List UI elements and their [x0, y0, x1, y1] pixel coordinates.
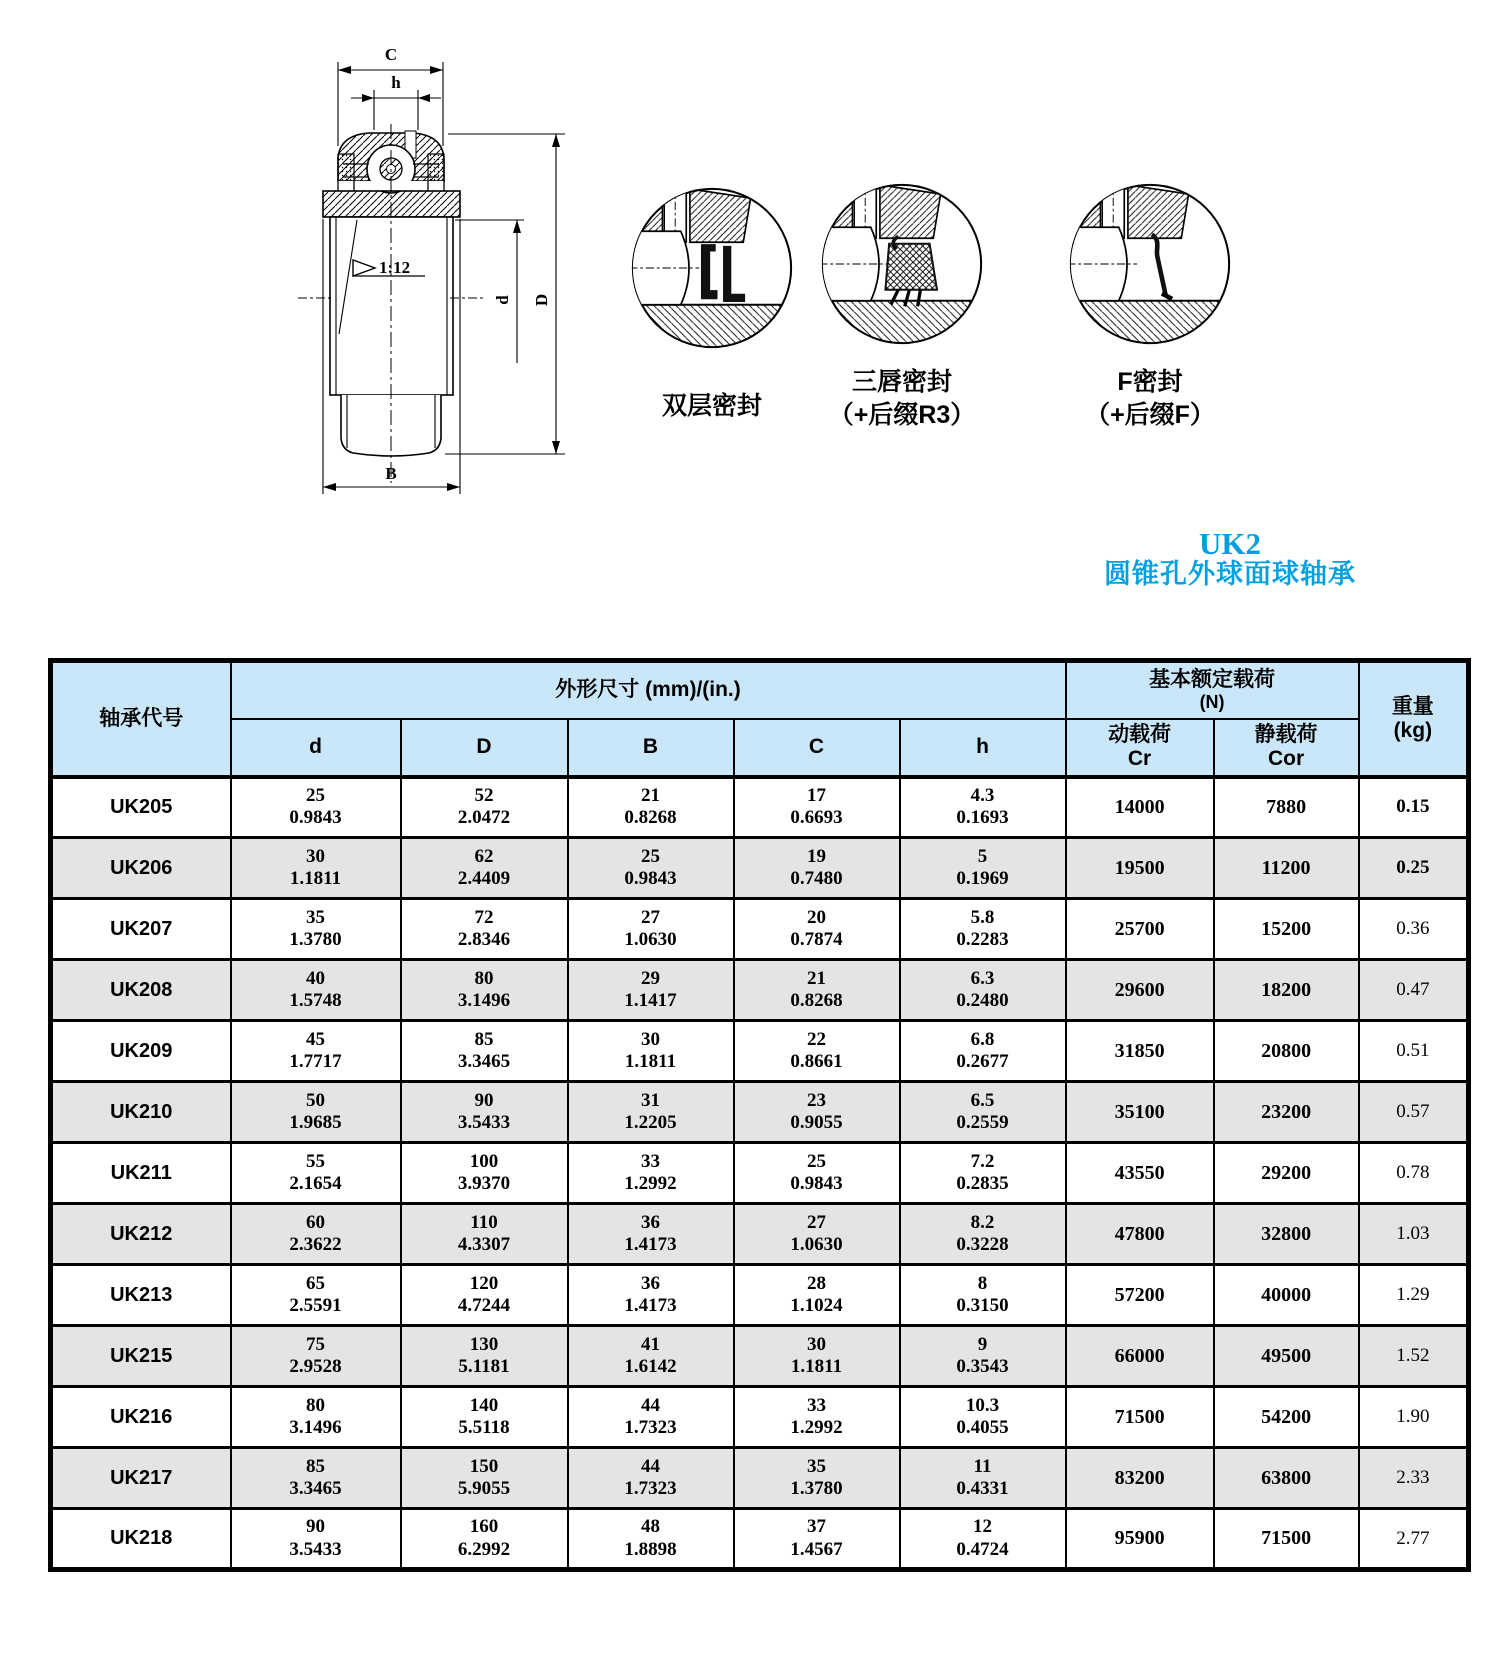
header-load-title: 基本额定载荷	[1149, 667, 1276, 691]
outer-ring-block	[1128, 185, 1189, 238]
header-dynamic-load	[1066, 719, 1214, 777]
cell-dim-d: 80 3.1496	[231, 1387, 401, 1448]
cell-dim-D: 85 3.3465	[401, 1021, 568, 1082]
header-static-load-symbol: Cor	[1267, 747, 1305, 770]
cell-dim-C: 23 0.9055	[734, 1082, 900, 1143]
cell-dim-B: 48 1.8898	[568, 1509, 734, 1570]
cell-bearing-code: UK211	[51, 1143, 231, 1204]
cell-dynamic-load-cr: 14000	[1066, 777, 1214, 838]
cell-dim-D: 62 2.4409	[401, 838, 568, 899]
cell-dim-h: 8 0.3150	[900, 1265, 1066, 1326]
header-weight	[1359, 661, 1469, 777]
cell-dim-h: 5.8 0.2283	[900, 899, 1066, 960]
dimension-h	[351, 73, 441, 130]
cell-dim-B: 33 1.2992	[568, 1143, 734, 1204]
cell-dim-C: 17 0.6693	[734, 777, 900, 838]
cell-bearing-code: UK210	[51, 1082, 231, 1143]
cell-dim-B: 44 1.7323	[568, 1387, 734, 1448]
cell-dim-C: 19 0.7480	[734, 838, 900, 899]
cell-dynamic-load-cr: 31850	[1066, 1021, 1214, 1082]
cell-dim-d: 85 3.3465	[231, 1448, 401, 1509]
cell-dim-C: 25 0.9843	[734, 1143, 900, 1204]
header-dynamic-load-title: 动载荷	[1108, 722, 1172, 746]
dim-label-d: d	[493, 295, 512, 305]
series-code: UK2	[1199, 526, 1261, 561]
cell-dynamic-load-cr: 66000	[1066, 1326, 1214, 1387]
cell-dynamic-load-cr: 57200	[1066, 1265, 1214, 1326]
cell-dim-h: 11 0.4331	[900, 1448, 1066, 1509]
cell-dim-h: 6.8 0.2677	[900, 1021, 1066, 1082]
caption-line: 三唇密封	[851, 368, 952, 396]
cell-weight: 0.15	[1359, 777, 1469, 838]
header-dim-d: d	[231, 719, 401, 777]
cell-dynamic-load-cr: 25700	[1066, 899, 1214, 960]
cell-dim-D: 120 4.7244	[401, 1265, 568, 1326]
table-row	[51, 1509, 1469, 1570]
cell-weight: 1.03	[1359, 1204, 1469, 1265]
cell-dim-B: 21 0.8268	[568, 777, 734, 838]
cell-dim-d: 75 2.9528	[231, 1326, 401, 1387]
cell-dim-C: 35 1.3780	[734, 1448, 900, 1509]
dim-label-C: C	[384, 45, 398, 64]
cell-dim-D: 52 2.0472	[401, 777, 568, 838]
header-weight-unit: (kg)	[1393, 718, 1433, 742]
cell-dim-D: 110 4.3307	[401, 1204, 568, 1265]
cell-bearing-code: UK215	[51, 1326, 231, 1387]
cell-dim-C: 27 1.0630	[734, 1204, 900, 1265]
cell-dynamic-load-cr: 95900	[1066, 1509, 1214, 1570]
taper-label: 1:12	[379, 258, 411, 277]
series-title	[1040, 528, 1420, 590]
cell-weight: 0.25	[1359, 838, 1469, 899]
cell-dynamic-load-cr: 71500	[1066, 1387, 1214, 1448]
caption-line: 双层密封	[661, 392, 762, 420]
cell-dim-C: 28 1.1024	[734, 1265, 900, 1326]
cell-bearing-code: UK216	[51, 1387, 231, 1448]
cell-dim-C: 33 1.2992	[734, 1387, 900, 1448]
cell-static-load-cor: 54200	[1214, 1387, 1359, 1448]
cell-static-load-cor: 20800	[1214, 1021, 1359, 1082]
dim-label-B: B	[385, 464, 397, 483]
caption-line: （+后缀F）	[1085, 400, 1215, 429]
table-row	[51, 777, 1469, 838]
cell-static-load-cor: 11200	[1214, 838, 1359, 899]
cell-dim-h: 4.3 0.1693	[900, 777, 1066, 838]
table-row	[51, 1143, 1469, 1204]
cell-bearing-code: UK207	[51, 899, 231, 960]
cell-dim-h: 8.2 0.3228	[900, 1204, 1066, 1265]
cell-dynamic-load-cr: 29600	[1066, 960, 1214, 1021]
cell-dim-d: 35 1.3780	[231, 899, 401, 960]
cell-weight: 2.33	[1359, 1448, 1469, 1509]
cell-dim-D: 90 3.5433	[401, 1082, 568, 1143]
header-static-load	[1214, 719, 1359, 777]
cell-dim-B: 31 1.2205	[568, 1082, 734, 1143]
cell-dim-d: 65 2.5591	[231, 1265, 401, 1326]
cell-dim-B: 44 1.7323	[568, 1448, 734, 1509]
cell-dim-B: 30 1.1811	[568, 1021, 734, 1082]
cell-static-load-cor: 32800	[1214, 1204, 1359, 1265]
table-row	[51, 1021, 1469, 1082]
cell-dynamic-load-cr: 47800	[1066, 1204, 1214, 1265]
cell-weight: 0.36	[1359, 899, 1469, 960]
cell-weight: 0.57	[1359, 1082, 1469, 1143]
cell-dim-B: 29 1.1417	[568, 960, 734, 1021]
seal-detail-drawing-f-seal	[1058, 172, 1242, 356]
cell-static-load-cor: 49500	[1214, 1326, 1359, 1387]
cell-dynamic-load-cr: 43550	[1066, 1143, 1214, 1204]
cell-static-load-cor: 40000	[1214, 1265, 1359, 1326]
series-name: 圆锥孔外球面球轴承	[1104, 559, 1356, 589]
cell-dim-h: 12 0.4724	[900, 1509, 1066, 1570]
header-static-load-title: 静载荷	[1254, 722, 1318, 746]
seal-rubber-block	[885, 244, 937, 290]
cell-dim-B: 27 1.0630	[568, 899, 734, 960]
bearing-spec-table	[48, 658, 1471, 1572]
dim-label-h: h	[391, 73, 401, 92]
seal-detail-drawing-double	[620, 176, 804, 360]
cell-dim-h: 6.5 0.2559	[900, 1082, 1066, 1143]
cell-dim-h: 5 0.1969	[900, 838, 1066, 899]
cell-bearing-code: UK213	[51, 1265, 231, 1326]
table-row	[51, 960, 1469, 1021]
cell-dim-h: 7.2 0.2835	[900, 1143, 1066, 1204]
table-row	[51, 1082, 1469, 1143]
table-row	[51, 899, 1469, 960]
header-dim-B: B	[568, 719, 734, 777]
table-row	[51, 1448, 1469, 1509]
cell-static-load-cor: 7880	[1214, 777, 1359, 838]
table-row	[51, 1204, 1469, 1265]
bearing-cross-section-drawing	[293, 38, 583, 503]
cell-static-load-cor: 29200	[1214, 1143, 1359, 1204]
header-load-group	[1066, 661, 1359, 719]
caption-line: F密封	[1117, 368, 1183, 396]
cell-static-load-cor: 18200	[1214, 960, 1359, 1021]
cell-weight: 1.29	[1359, 1265, 1469, 1326]
cell-dim-d: 50 1.9685	[231, 1082, 401, 1143]
cell-dim-C: 21 0.8268	[734, 960, 900, 1021]
cell-dim-C: 30 1.1811	[734, 1326, 900, 1387]
dimension-D	[445, 134, 565, 454]
cell-dim-D: 80 3.1496	[401, 960, 568, 1021]
header-dim-D: D	[401, 719, 568, 777]
cell-dim-d: 45 1.7717	[231, 1021, 401, 1082]
cell-static-load-cor: 71500	[1214, 1509, 1359, 1570]
cell-dim-C: 37 1.4567	[734, 1509, 900, 1570]
header-dimensions-group: 外形尺寸 (mm)/(in.)	[231, 661, 1066, 719]
cell-bearing-code: UK218	[51, 1509, 231, 1570]
cell-bearing-code: UK206	[51, 838, 231, 899]
table-row	[51, 1387, 1469, 1448]
cell-bearing-code: UK205	[51, 777, 231, 838]
cell-dim-h: 9 0.3543	[900, 1326, 1066, 1387]
outer-ring-block	[880, 185, 941, 238]
cell-weight: 0.47	[1359, 960, 1469, 1021]
header-dim-C: C	[734, 719, 900, 777]
cell-static-load-cor: 23200	[1214, 1082, 1359, 1143]
cell-dynamic-load-cr: 35100	[1066, 1082, 1214, 1143]
cell-static-load-cor: 63800	[1214, 1448, 1359, 1509]
cell-weight: 1.52	[1359, 1326, 1469, 1387]
table-row	[51, 1265, 1469, 1326]
seal-caption-triple-lip	[782, 366, 1022, 431]
cell-dim-B: 41 1.6142	[568, 1326, 734, 1387]
cell-weight: 2.77	[1359, 1509, 1469, 1570]
seal-caption-f-seal	[1030, 366, 1270, 431]
cell-bearing-code: UK209	[51, 1021, 231, 1082]
cell-dim-D: 100 3.9370	[401, 1143, 568, 1204]
cell-weight: 1.90	[1359, 1387, 1469, 1448]
cell-dim-B: 36 1.4173	[568, 1204, 734, 1265]
cell-static-load-cor: 15200	[1214, 899, 1359, 960]
cell-dynamic-load-cr: 19500	[1066, 838, 1214, 899]
outer-ring-block	[690, 189, 751, 242]
cell-weight: 0.51	[1359, 1021, 1469, 1082]
dim-label-D: D	[532, 293, 551, 307]
cell-dynamic-load-cr: 83200	[1066, 1448, 1214, 1509]
cell-bearing-code: UK208	[51, 960, 231, 1021]
table-row	[51, 838, 1469, 899]
cell-dim-D: 140 5.5118	[401, 1387, 568, 1448]
cell-weight: 0.78	[1359, 1143, 1469, 1204]
cell-dim-d: 30 1.1811	[231, 838, 401, 899]
seal-detail-drawing-triple-lip	[810, 172, 994, 356]
cell-dim-B: 36 1.4173	[568, 1265, 734, 1326]
header-weight-title: 重量	[1391, 694, 1434, 718]
header-bearing-code: 轴承代号	[51, 661, 231, 777]
header-dim-h: h	[900, 719, 1066, 777]
cell-dim-h: 10.3 0.4055	[900, 1387, 1066, 1448]
header-dynamic-load-symbol: Cr	[1127, 747, 1152, 770]
cell-bearing-code: UK212	[51, 1204, 231, 1265]
cell-dim-d: 25 0.9843	[231, 777, 401, 838]
header-load-unit: (N)	[1199, 691, 1225, 712]
cell-bearing-code: UK217	[51, 1448, 231, 1509]
cell-dim-C: 20 0.7874	[734, 899, 900, 960]
cell-dim-D: 72 2.8346	[401, 899, 568, 960]
cell-dim-D: 160 6.2992	[401, 1509, 568, 1570]
dimension-d	[455, 220, 524, 363]
cell-dim-h: 6.3 0.2480	[900, 960, 1066, 1021]
cell-dim-D: 130 5.1181	[401, 1326, 568, 1387]
cell-dim-d: 60 2.3622	[231, 1204, 401, 1265]
table-body	[51, 777, 1469, 1570]
cell-dim-d: 40 1.5748	[231, 960, 401, 1021]
table-row	[51, 1326, 1469, 1387]
cell-dim-d: 90 3.5433	[231, 1509, 401, 1570]
cell-dim-B: 25 0.9843	[568, 838, 734, 899]
cell-dim-d: 55 2.1654	[231, 1143, 401, 1204]
cell-dim-D: 150 5.9055	[401, 1448, 568, 1509]
caption-line: （+后缀R3）	[828, 400, 976, 429]
cell-dim-C: 22 0.8661	[734, 1021, 900, 1082]
